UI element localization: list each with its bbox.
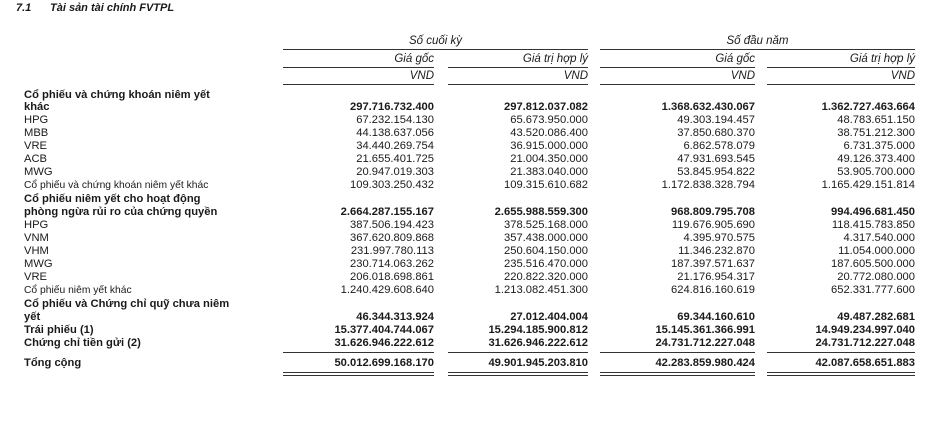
cell-value: 14.949.234.997.040	[815, 324, 915, 336]
col-unit-cost-end: VND	[409, 70, 434, 82]
cell-value: 36.915.000.000	[510, 140, 588, 152]
cell-value: 6.862.578.079	[683, 140, 755, 152]
cell-value: 187.397.571.637	[671, 258, 755, 270]
cell-value: 357.438.000.000	[504, 232, 588, 244]
col-line	[448, 67, 588, 68]
row-label: Cổ phiếu và chứng khoán niêm yết	[24, 89, 210, 101]
table-row	[0, 193, 939, 206]
total-underline	[767, 375, 915, 376]
cell-value: 109.303.250.432	[350, 179, 434, 191]
table-row	[0, 232, 939, 245]
cell-value: 44.138.637.056	[356, 127, 434, 139]
cell-value: 20.947.019.303	[356, 166, 434, 178]
table-row	[0, 127, 939, 140]
cell-value: 231.997.780.113	[350, 245, 434, 257]
col-line	[600, 84, 755, 85]
group-header-start-of-year: Số đầu năm	[726, 35, 789, 47]
row-label: HPG	[24, 114, 49, 126]
cell-value: 53.905.700.000	[837, 166, 915, 178]
cell-value: 24.731.712.227.048	[815, 337, 915, 349]
cell-value: 50.012.699.168.170	[334, 357, 434, 369]
cell-value: 15.294.185.900.812	[488, 324, 588, 336]
section-title: Tài sản tài chính FVTPL	[50, 2, 175, 14]
cell-value: 49.126.373.400	[837, 153, 915, 165]
table-row	[0, 153, 939, 166]
cell-value: 15.377.404.744.067	[334, 324, 434, 336]
row-label: Trái phiếu (1)	[24, 324, 94, 336]
col-unit-fair-end: VND	[563, 70, 588, 82]
table-row	[0, 179, 939, 192]
group-header-end-of-period: Số cuối kỳ	[408, 35, 463, 47]
cell-value: 250.604.150.000	[504, 245, 588, 257]
cell-value: 4.317.540.000	[843, 232, 915, 244]
col-unit-fair-start: VND	[890, 70, 915, 82]
cell-value: 49.901.945.203.810	[488, 357, 588, 369]
cell-value: 21.004.350.000	[510, 153, 588, 165]
row-label: HPG	[24, 219, 49, 231]
table-row	[0, 324, 939, 337]
total-underline	[283, 372, 434, 373]
row-label: yết	[24, 311, 41, 323]
cell-value: 652.331.777.600	[831, 284, 915, 296]
cell-value: 206.018.698.861	[350, 271, 434, 283]
cell-value: 42.087.658.651.883	[815, 357, 915, 369]
cell-value: 118.415.783.850	[831, 219, 915, 231]
cell-value: 48.783.651.150	[837, 114, 915, 126]
table-row	[0, 284, 939, 297]
cell-value: 297.812.037.082	[504, 101, 588, 113]
cell-value: 4.395.970.575	[683, 232, 755, 244]
row-label: Cổ phiếu và Chứng chỉ quỹ chưa niêm	[24, 298, 230, 310]
cell-value: 387.506.194.423	[350, 219, 434, 231]
cell-value: 624.816.160.619	[671, 284, 755, 296]
cell-value: 47.931.693.545	[677, 153, 755, 165]
cell-value: 21.383.040.000	[510, 166, 588, 178]
row-label: ACB	[24, 153, 48, 165]
cell-value: 11.346.232.870	[678, 245, 755, 257]
col-line	[448, 84, 588, 85]
cell-value: 31.626.946.222.612	[334, 337, 434, 349]
subtotal-line	[600, 352, 755, 353]
cell-value: 49.303.194.457	[677, 114, 755, 126]
row-label: Cổ phiếu niêm yết khác	[24, 285, 132, 296]
total-underline	[767, 372, 915, 373]
row-label: Tổng cộng	[24, 357, 82, 369]
total-underline	[448, 372, 588, 373]
cell-value: 20.772.080.000	[837, 271, 915, 283]
cell-value: 15.145.361.366.991	[655, 324, 755, 336]
cell-value: 1.362.727.463.664	[821, 101, 915, 113]
table-row	[0, 114, 939, 127]
table-row	[0, 166, 939, 179]
row-label: khác	[24, 101, 50, 113]
cell-value: 230.714.063.262	[350, 258, 434, 270]
cell-value: 187.605.500.000	[831, 258, 915, 270]
table-row	[0, 245, 939, 258]
subtotal-line	[448, 352, 588, 353]
cell-value: 31.626.946.222.612	[488, 337, 588, 349]
cell-value: 1.165.429.151.814	[821, 179, 915, 191]
cell-value: 2.664.287.155.167	[340, 206, 434, 218]
col-header-fair-end: Giá trị hợp lý	[522, 53, 588, 65]
cell-value: 297.716.732.400	[350, 101, 434, 113]
cell-value: 37.850.680.370	[677, 127, 755, 139]
table-row	[0, 258, 939, 271]
table-row	[0, 337, 939, 350]
col-header-fair-start: Giá trị hợp lý	[849, 53, 915, 65]
col-header-cost-end: Giá gốc	[394, 53, 434, 65]
table-row	[0, 311, 939, 324]
col-line	[283, 67, 434, 68]
section-number: 7.1	[16, 2, 32, 14]
cell-value: 65.673.950.000	[510, 114, 588, 126]
cell-value: 42.283.859.980.424	[655, 357, 755, 369]
col-line	[767, 84, 915, 85]
col-line	[283, 84, 434, 85]
cell-value: 67.232.154.130	[356, 114, 434, 126]
cell-value: 378.525.168.000	[504, 219, 588, 231]
col-line	[600, 67, 755, 68]
cell-value: 968.809.795.708	[671, 206, 755, 218]
row-label: VHM	[24, 245, 49, 257]
row-label: VRE	[24, 140, 48, 152]
cell-value: 994.496.681.450	[831, 206, 915, 218]
subtotal-line	[283, 352, 434, 353]
cell-value: 53.845.954.822	[677, 166, 755, 178]
cell-value: 34.440.269.754	[356, 140, 434, 152]
table-row	[0, 206, 939, 219]
cell-value: 220.822.320.000	[504, 271, 588, 283]
cell-value: 69.344.160.610	[677, 311, 755, 323]
total-row	[0, 357, 939, 370]
subtotal-line	[767, 352, 915, 353]
cell-value: 2.655.988.559.300	[494, 206, 588, 218]
row-label: Chứng chỉ tiền gửi (2)	[24, 337, 141, 349]
table-row	[0, 271, 939, 284]
col-line	[767, 67, 915, 68]
table-row	[0, 219, 939, 232]
table-row	[0, 140, 939, 153]
row-label: VRE	[24, 271, 48, 283]
table-row	[0, 101, 939, 114]
row-label: phòng ngừa rủi ro của chứng quyền	[24, 206, 218, 218]
col-unit-cost-start: VND	[730, 70, 755, 82]
cell-value: 235.516.470.000	[504, 258, 588, 270]
total-underline	[600, 372, 755, 373]
total-underline	[600, 375, 755, 376]
row-label: MBB	[24, 127, 49, 139]
cell-value: 119.676.905.690	[671, 219, 755, 231]
cell-value: 1.172.838.328.794	[661, 179, 755, 191]
cell-value: 27.012.404.004	[510, 311, 588, 323]
group-divider-start	[600, 49, 915, 50]
cell-value: 11.054.000.000	[838, 245, 915, 257]
cell-value: 1.213.082.451.300	[494, 284, 588, 296]
row-label: MWG	[24, 258, 53, 270]
total-underline	[448, 375, 588, 376]
cell-value: 46.344.313.924	[356, 311, 434, 323]
row-label: Cổ phiếu và chứng khoán niêm yết khác	[24, 180, 209, 191]
cell-value: 49.487.282.681	[837, 311, 915, 323]
table-row	[0, 298, 939, 311]
cell-value: 21.655.401.725	[356, 153, 434, 165]
cell-value: 367.620.809.868	[350, 232, 434, 244]
group-divider-end	[283, 49, 588, 50]
total-underline	[283, 375, 434, 376]
cell-value: 1.368.632.430.067	[661, 101, 755, 113]
cell-value: 109.315.610.682	[504, 179, 588, 191]
cell-value: 1.240.429.608.640	[340, 284, 434, 296]
cell-value: 21.176.954.317	[677, 271, 755, 283]
row-label: VNM	[24, 232, 49, 244]
cell-value: 24.731.712.227.048	[655, 337, 755, 349]
row-label: MWG	[24, 166, 53, 178]
row-label: Cổ phiếu niêm yết cho hoạt động	[24, 193, 201, 205]
cell-value: 6.731.375.000	[843, 140, 915, 152]
cell-value: 38.751.212.300	[837, 127, 915, 139]
cell-value: 43.520.086.400	[510, 127, 588, 139]
col-header-cost-start: Giá gốc	[715, 53, 755, 65]
